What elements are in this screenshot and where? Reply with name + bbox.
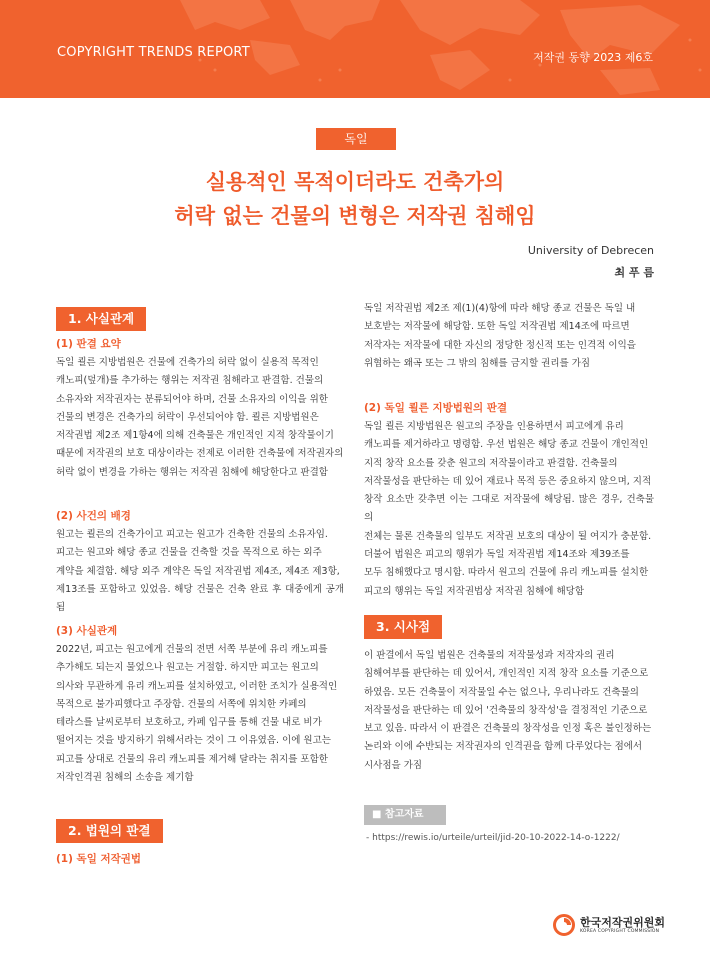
- text-line: 저작권법 제2조 제1항4에 의해 건축물은 개인적인 지적 창작물이기: [56, 430, 334, 442]
- text-line: 추가해도 되는지 물었으나 원고는 거절함. 하지만 피고는 원고의: [56, 662, 319, 674]
- author-name: 최 푸 름: [614, 266, 654, 279]
- text-line: 보고 있음. 따라서 이 판결은 건축물의 창작성을 인정 혹은 불인정하는: [364, 723, 652, 735]
- text-line: 시사점을 가짐: [364, 759, 423, 771]
- text-line: 침해여부를 판단하는 데 있어서, 개인적인 지적 창작 요소를 기준으로: [364, 668, 649, 680]
- text-line: 테라스를 날씨로부터 보호하고, 카페 입구를 통해 건물 내로 비가: [56, 717, 322, 729]
- author-affiliation: University of Debrecen: [527, 244, 654, 257]
- text-line: 피고의 행위는 독일 저작권법상 저작권 침해에 해당함: [364, 585, 585, 597]
- commission-logo: [553, 914, 665, 936]
- text-line: 원고는 쾰른의 건축가이고 피고는 원고가 건축한 건물의 소유자임.: [56, 529, 328, 540]
- text-line: 소유자와 저작권자는 분류되어야 하며, 건물 소유자의 이익을 위한: [56, 393, 328, 405]
- text-line: 이 판결에서 독일 법원은 건축물의 저작물성과 저작자의 권리: [364, 650, 615, 661]
- report-name: COPYRIGHT TRENDS REPORT: [57, 45, 250, 60]
- references-label: ■ 참고자료: [364, 805, 446, 825]
- header-banner: [0, 0, 710, 98]
- org-name-english: KOREA COPYRIGHT COMMISSION: [580, 928, 660, 934]
- text-line: 하였음. 모든 건축물이 저작물일 수는 없으나, 우리나라도 건축물의: [364, 686, 639, 698]
- text-line: 피고를 상대로 건물의 유리 캐노피를 제거해 달라는 취지를 포함한: [56, 753, 328, 765]
- text-line: 캐노피(덮개)를 추가하는 행위는 저작권 침해라고 판결함. 건물의: [56, 375, 324, 387]
- text-line: 2022년, 피고는 원고에게 건물의 전면 서쪽 부분에 유리 캐노피를: [56, 644, 328, 655]
- text-line: 목적으로 불가피했다고 주장함. 건물의 서쪽에 위치한 카페의: [56, 698, 307, 710]
- text-line: 저작물성을 판단하는 데 있어 재료나 목적 등은 중요하지 않으며, 지적: [364, 475, 652, 487]
- title-line-2: 허락 없는 건물의 변형은 저작권 침해임: [174, 204, 536, 228]
- subsection-1-2-title: (2) 사건의 배경: [56, 510, 131, 522]
- text-line: 지적 창작 요소를 갖춘 원고의 저작물이라고 판결함. 건축물의: [364, 457, 618, 469]
- title-line-1: 실용적인 목적이더라도 건축가의: [205, 170, 505, 194]
- org-name-korean: 한국저작권위원회: [580, 915, 666, 929]
- commission-logo-icon: [553, 914, 575, 936]
- paragraph-3: [364, 647, 654, 775]
- category-badge: 독일: [316, 128, 396, 150]
- reference-link[interactable]: - https://rewis.io/urteile/urteil/jid-20-10-2022-14-o-1222/: [366, 833, 620, 843]
- paragraph-2-1: [364, 300, 654, 373]
- text-line: 때문에 저작권의 보호 대상이라는 전제로 이러한 건축물에 저작권자의: [56, 448, 344, 460]
- issue-label: 저작권 동향 2023 제6호: [533, 51, 653, 64]
- text-line: 위협하는 왜곡 또는 그 밖의 침해를 금지할 권리를 가짐: [364, 357, 591, 369]
- text-line: 허락 없이 변경을 가하는 행위는 저작권 침해에 해당한다고 판결함: [56, 466, 328, 478]
- text-line: 저작인격권 침해의 소송을 제기함: [56, 772, 194, 784]
- paragraph-2-2: [364, 418, 654, 601]
- text-line: 의사와 무관하게 유리 캐노피를 설치하였고, 이러한 조치가 실용적인: [56, 680, 338, 692]
- text-line: 독일 쾰른 지방법원은 원고의 주장을 인용하면서 피고에게 유리: [364, 421, 624, 432]
- text-line: 피고는 원고와 해당 종교 건물을 건축할 것을 목적으로 하는 외주: [56, 547, 322, 559]
- paragraph-1-1: [56, 354, 344, 482]
- text-line: 캐노피를 제거하라고 명령함. 우선 법원은 해당 종교 건물이 개인적인: [364, 439, 649, 451]
- text-line: 독일 저작권법 제2조 제(1)(4)항에 따라 해당 종교 건물은 독일 내: [364, 303, 636, 314]
- text-line: 창작 요소만 갖추면 이는 그대로 저작물에 해당됨. 많은 경우, 건축물의: [364, 494, 654, 524]
- text-line: 계약을 체결함. 해당 외주 계약은 독일 저작권법 제4조, 제4조 제3항,: [56, 565, 340, 577]
- subsection-2-1-title: (1) 독일 저작권법: [56, 853, 142, 865]
- text-line: 전체는 물론 건축물의 일부도 저작권 보호의 대상이 될 여지가 충분함.: [364, 530, 652, 542]
- text-line: 저작자는 저작물에 대한 자신의 정당한 정신적 또는 인격적 이익을: [364, 339, 636, 351]
- section-1-heading: 1. 사실관계: [56, 307, 146, 331]
- subsection-2-2-title: (2) 독일 쾰른 지방법원의 판결: [364, 402, 508, 414]
- section-2-heading: 2. 법원의 판결: [56, 819, 163, 843]
- text-line: 독일 쾰른 지방법원은 건물에 건축가의 허락 없이 실용적 목적인: [56, 357, 319, 368]
- text-line: 제13조를 포함하고 있었음. 해당 건물은 건축 완료 후 대중에게 공개됨: [56, 583, 344, 614]
- subsection-1-3-title: (3) 사실관계: [56, 625, 118, 637]
- text-line: 논리와 이에 수반되는 저작권자의 인격권을 함께 다루었다는 점에서: [364, 741, 643, 753]
- paragraph-1-2: [56, 526, 344, 617]
- subsection-1-1-title: (1) 판결 요약: [56, 338, 121, 350]
- text-line: 모두 침해했다고 명시함. 따라서 원고의 건물에 유리 캐노피를 설치한: [364, 567, 649, 579]
- text-line: 건물의 변경은 건축가의 허락이 우선되어야 함. 쾰른 지방법원은: [56, 411, 319, 423]
- section-3-heading: 3. 시사점: [364, 615, 442, 639]
- text-line: 더불어 법원은 피고의 행위가 독일 저작권법 제14조와 제39조를: [364, 549, 630, 561]
- text-line: 보호받는 저작물에 해당함. 또한 독일 저작권법 제14조에 따르면: [364, 321, 630, 333]
- text-line: 떨어지는 것을 방지하기 위해서라는 것이 그 이유였음. 이에 원고는: [56, 735, 331, 747]
- text-line: 저작물성을 판단하는 데 있어 '건축물의 창작성'을 결정적인 기준으로: [364, 704, 648, 716]
- paragraph-1-3: [56, 641, 344, 787]
